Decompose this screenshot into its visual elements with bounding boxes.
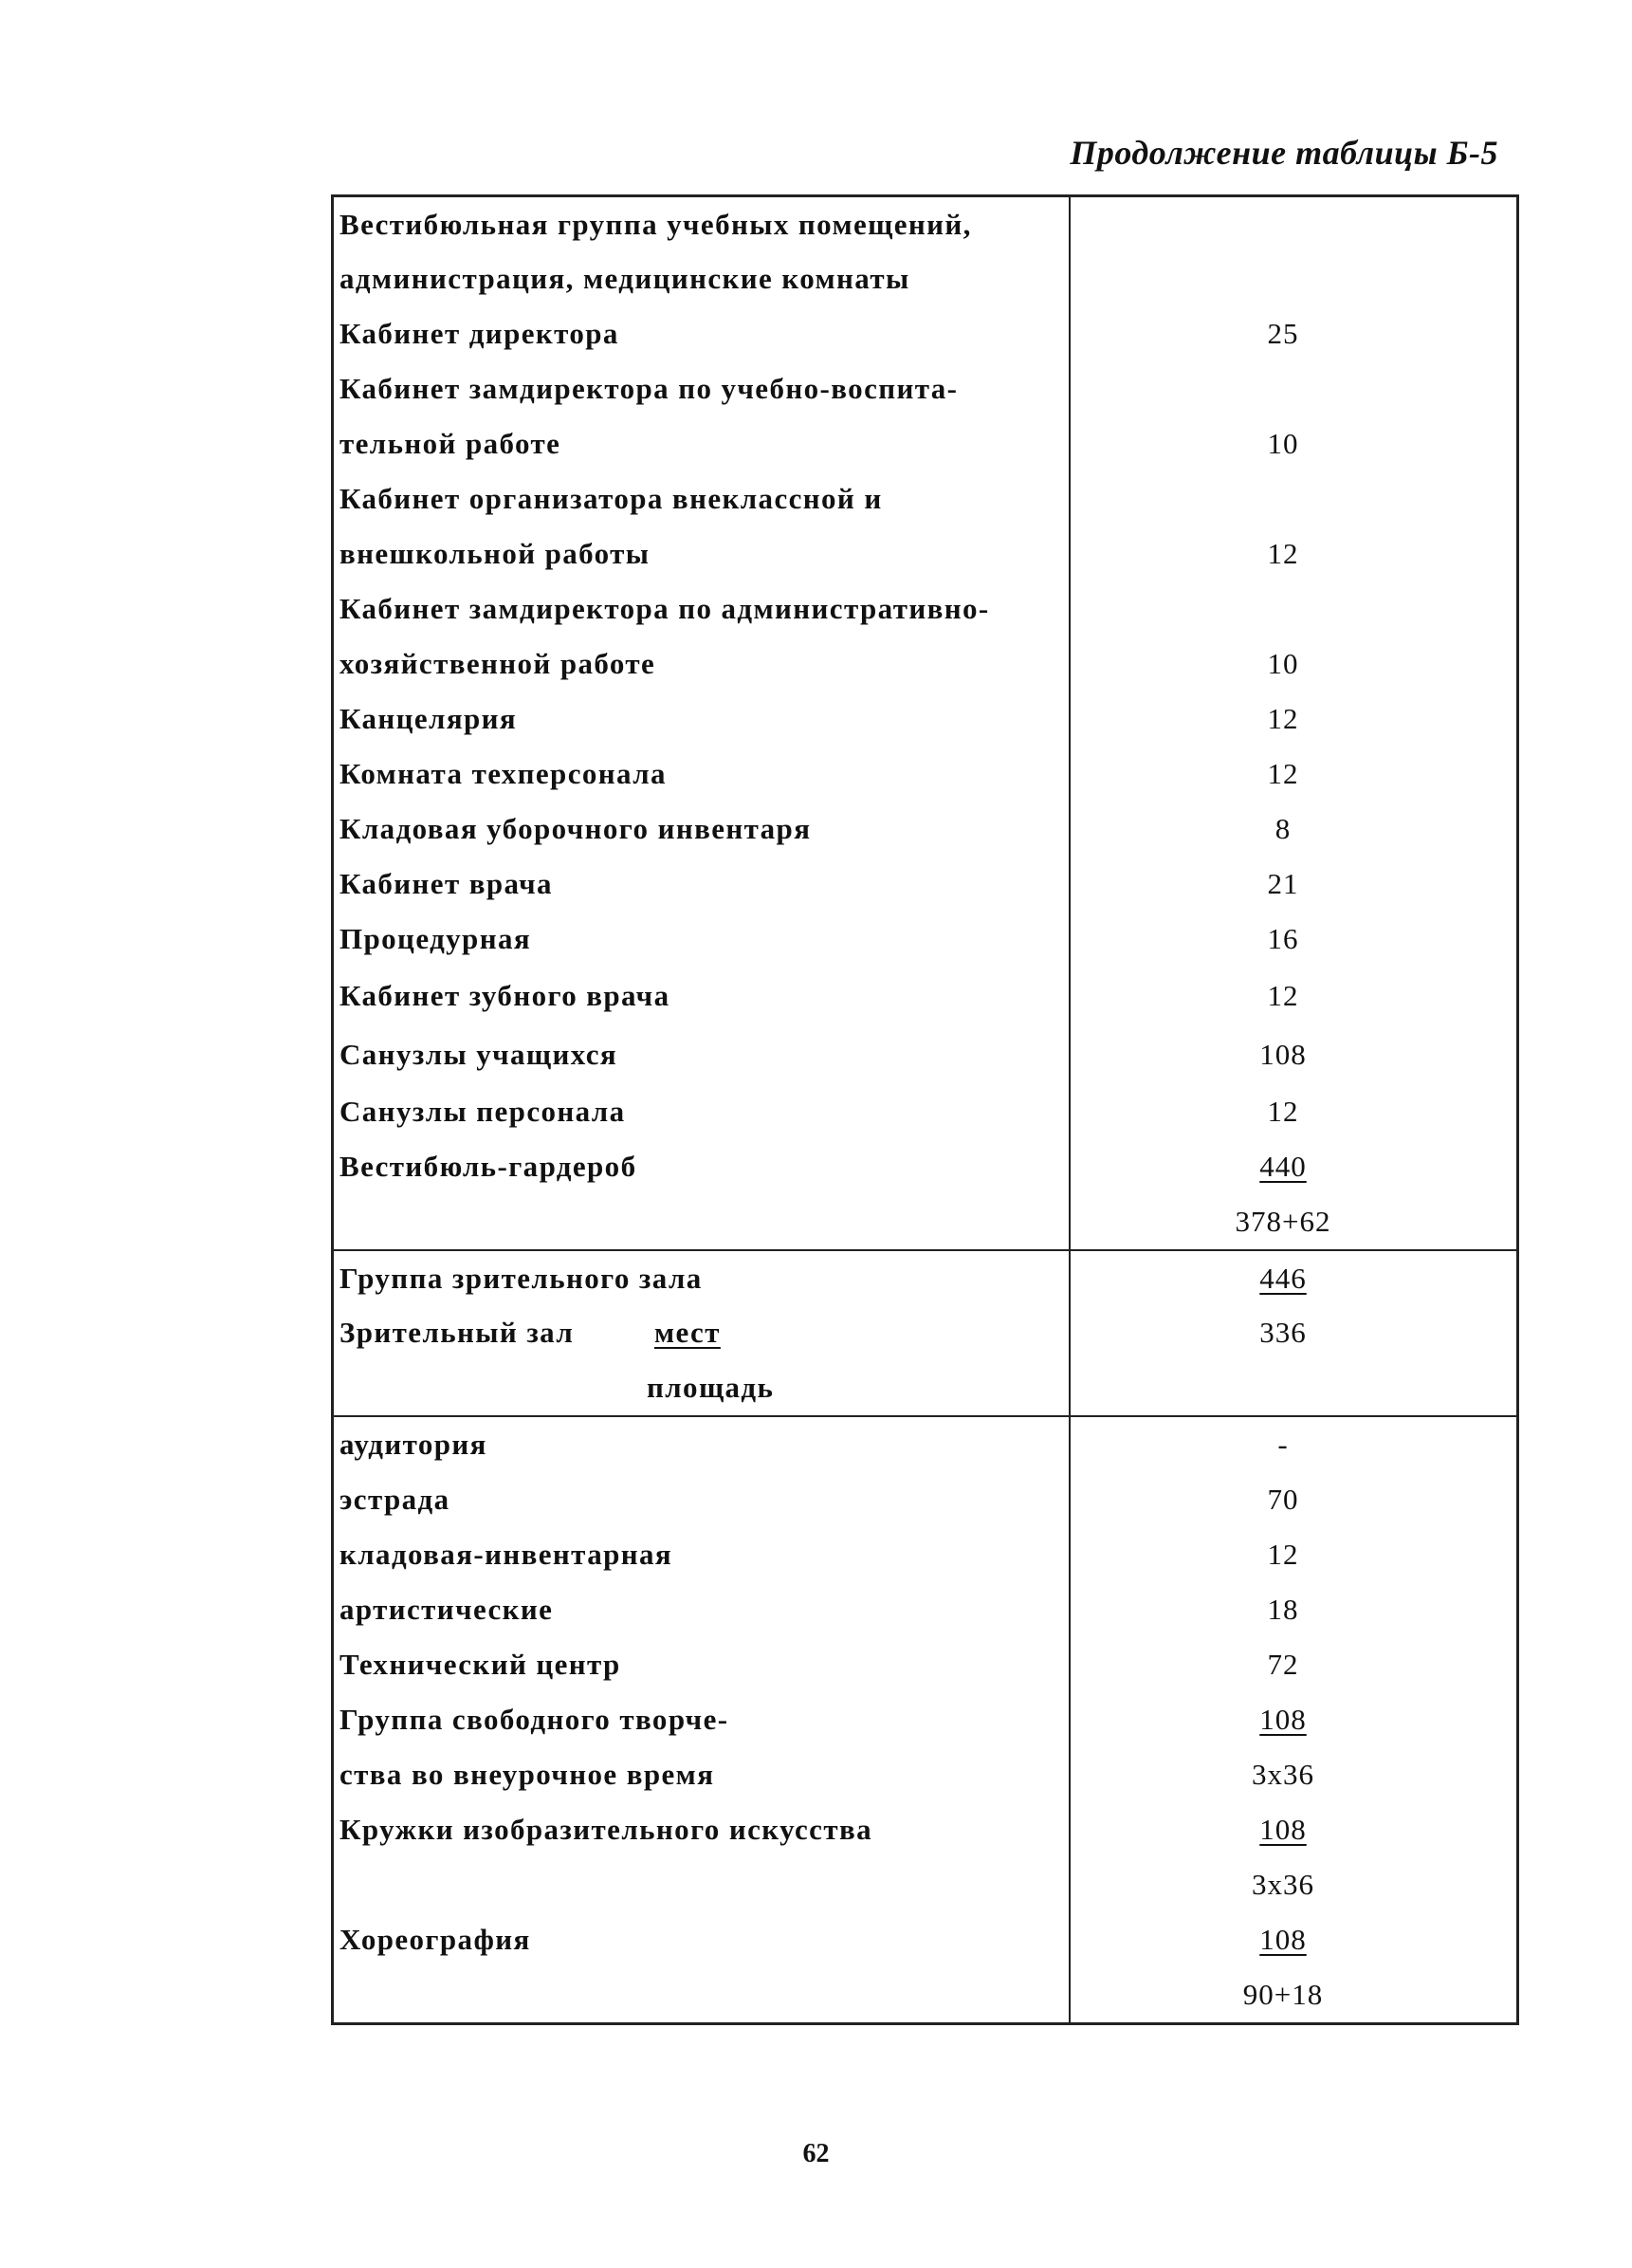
row-label: Хореография (339, 1923, 531, 1956)
table-row (334, 251, 1516, 306)
table-row (334, 1305, 1516, 1360)
row-label: Кабинет замдиректора по административно- (339, 592, 990, 625)
row-label: Группа свободного творче- (339, 1703, 729, 1736)
row-label: Кабинет зубного врача (339, 979, 670, 1012)
row-label: Кабинет организатора внеклассной и (339, 482, 883, 515)
table-row (334, 1637, 1516, 1692)
seats-label: мест (654, 1316, 721, 1349)
row-label: аудитория (339, 1428, 487, 1461)
table-section-auditorium-rooms (334, 1415, 1516, 2022)
table-row (334, 857, 1516, 912)
row-value: 336 (1259, 1316, 1307, 1349)
row-value: 12 (1267, 757, 1299, 790)
row-value: - (1277, 1428, 1289, 1461)
table-row (334, 1417, 1516, 1472)
row-value: 108 (1259, 1923, 1307, 1956)
row-value: 16 (1267, 922, 1299, 955)
table-row (334, 197, 1516, 251)
table-row (334, 1084, 1516, 1139)
table-row (334, 1472, 1516, 1527)
row-label: артистические (339, 1593, 554, 1626)
table-row (334, 1802, 1516, 1857)
table-row (334, 1582, 1516, 1637)
table-row (334, 471, 1516, 526)
table-row (334, 636, 1516, 691)
row-label: Кружки изобразительного искусства (339, 1813, 873, 1846)
row-label: Комната техперсонала (339, 757, 667, 790)
row-value: 18 (1267, 1593, 1299, 1626)
row-label: тельной работе (339, 427, 561, 460)
row-value: 3x36 (1252, 1758, 1314, 1791)
table-row (334, 967, 1516, 1025)
row-value: 3x36 (1252, 1868, 1314, 1901)
row-value: 12 (1267, 979, 1299, 1012)
table-row (334, 1912, 1516, 1967)
row-label (334, 1316, 1069, 1350)
row-label: Санузлы учащихся (339, 1038, 618, 1071)
row-label: Группа зрительного зала (339, 1261, 703, 1295)
row-value: 12 (1267, 702, 1299, 735)
row-value: 25 (1267, 317, 1299, 350)
table-row (334, 581, 1516, 636)
table-row (334, 1967, 1516, 2022)
row-value: 12 (1267, 1538, 1299, 1571)
table-row (334, 1194, 1516, 1249)
table-row (334, 1527, 1516, 1582)
row-label: хозяйственной работе (339, 647, 656, 680)
row-value: 10 (1267, 647, 1299, 680)
row-label: внешкольной работы (339, 537, 651, 570)
row-value: 378+62 (1235, 1205, 1331, 1238)
row-label: Кладовая уборочного инвентаря (339, 812, 812, 845)
table-row (334, 1360, 1516, 1415)
page-number: 62 (802, 2139, 830, 2168)
area-label: площадь (647, 1371, 775, 1404)
table-row (334, 1139, 1516, 1194)
row-label: Кабинет замдиректора по учебно-воспита- (339, 372, 959, 405)
row-value: 440 (1259, 1150, 1307, 1183)
row-label: Вестибюль-гардероб (339, 1150, 637, 1183)
row-label: Санузлы персонала (339, 1095, 626, 1128)
table-row (334, 802, 1516, 857)
table-row (334, 306, 1516, 361)
row-label-text: Зрительный зал (339, 1316, 575, 1349)
table-row (334, 526, 1516, 581)
table-row (334, 691, 1516, 747)
row-label: Кабинет директора (339, 317, 619, 350)
room-area-table (331, 194, 1519, 2025)
row-label: Канцелярия (339, 702, 518, 735)
row-value: 446 (1259, 1261, 1307, 1295)
table-section-auditorium-group (334, 1249, 1516, 1415)
table-row (334, 1747, 1516, 1802)
row-value: 108 (1259, 1813, 1307, 1846)
row-label: Вестибюльная группа учебных помещений, (339, 207, 972, 241)
row-value: 90+18 (1242, 1978, 1324, 2011)
row-value: 10 (1267, 427, 1299, 460)
table-section-vestibule-group (334, 197, 1516, 1249)
table-caption: Продолжение таблицы Б-5 (1070, 134, 1498, 172)
row-label: Технический центр (339, 1648, 621, 1681)
row-value: 12 (1267, 537, 1299, 570)
table-row (334, 747, 1516, 802)
row-value: 108 (1259, 1038, 1307, 1071)
row-value: 70 (1267, 1483, 1299, 1516)
table-row (334, 1692, 1516, 1747)
row-value: 12 (1267, 1095, 1299, 1128)
table-row (334, 1857, 1516, 1912)
row-label: ства во внеурочное время (339, 1758, 715, 1791)
table-row (334, 912, 1516, 967)
row-value: 21 (1267, 867, 1299, 900)
row-label: Кабинет врача (339, 867, 553, 900)
table-row (334, 1251, 1516, 1305)
table-row (334, 361, 1516, 416)
table-row (334, 1025, 1516, 1084)
table-row (334, 416, 1516, 471)
row-label: администрация, медицинские комнаты (339, 262, 910, 295)
row-label: эстрада (339, 1483, 450, 1516)
row-value: 108 (1259, 1703, 1307, 1736)
row-label: Процедурная (339, 922, 532, 955)
row-value: 72 (1267, 1648, 1299, 1681)
row-value: 8 (1274, 812, 1292, 845)
row-label: кладовая-инвентарная (339, 1538, 673, 1571)
